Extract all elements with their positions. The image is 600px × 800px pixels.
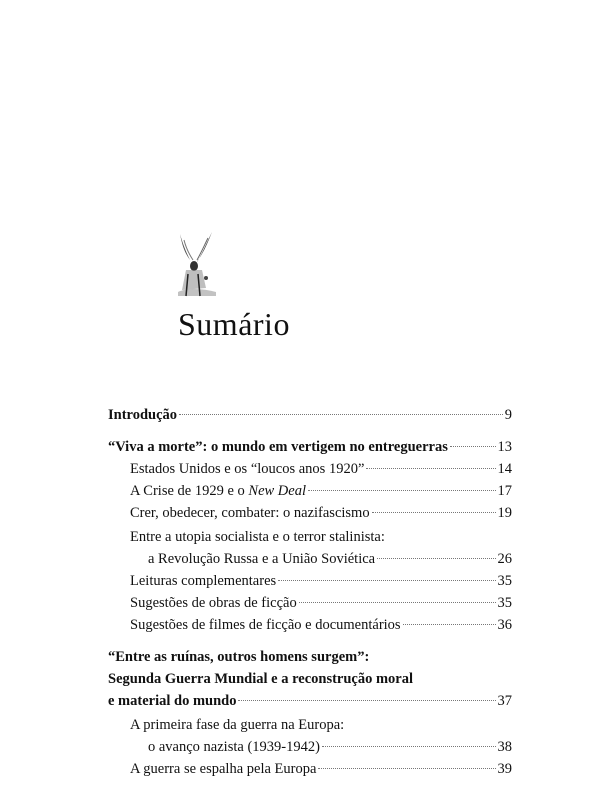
toc-entry[interactable] <box>108 570 512 592</box>
toc-page-number: 35 <box>497 595 512 611</box>
toc-label: Leituras complementares <box>130 573 277 589</box>
toc-entry[interactable] <box>108 502 512 524</box>
dot-leader <box>179 414 503 415</box>
toc-label: Sugestões de filmes de ficção e documentários <box>130 617 401 633</box>
toc-entry[interactable] <box>108 548 512 570</box>
toc-entry[interactable] <box>108 758 512 780</box>
toc-page-number: 37 <box>497 693 512 709</box>
toc-chapter-title-line[interactable]: Segunda Guerra Mundial e a reconstrução moral <box>108 671 414 687</box>
toc-page-number: 19 <box>497 505 512 521</box>
toc-page-number: 9 <box>504 407 512 423</box>
toc-entry-line[interactable]: Entre a utopia socialista e o terror stalinista: <box>130 529 385 545</box>
toc-label-part: A Crise de 1929 e o <box>130 483 249 499</box>
dot-leader <box>372 512 496 513</box>
toc-page-number: 36 <box>497 617 512 633</box>
dot-leader <box>238 700 495 701</box>
toc-label <box>130 480 306 502</box>
toc-entry[interactable] <box>108 614 512 636</box>
toc-chapter-title: “Viva a morte”: o mundo em vertigem no entreguerras <box>108 439 448 455</box>
page-title: Sumário <box>178 306 290 342</box>
toc-chapter-2[interactable] <box>108 690 512 712</box>
dot-leader <box>403 624 496 625</box>
toc-label-italic: New Deal <box>248 483 306 499</box>
dot-leader <box>278 580 495 581</box>
toc-label: o avanço nazista (1939-1942) <box>148 739 320 755</box>
toc-chapter-title-line[interactable]: “Entre as ruínas, outros homens surgem”: <box>108 649 370 665</box>
toc-entry[interactable] <box>108 736 512 758</box>
toc-page-number: 13 <box>497 439 512 455</box>
toc-page-number: 38 <box>497 739 512 755</box>
toc-entry[interactable] <box>108 458 512 480</box>
toc-page-number: 14 <box>497 461 512 477</box>
winged-figure-illustration <box>172 230 220 302</box>
table-of-contents <box>108 404 512 780</box>
toc-label: Introdução <box>108 407 178 423</box>
dot-leader <box>322 746 496 747</box>
toc-entry-line[interactable]: A primeira fase da guerra na Europa: <box>130 717 345 733</box>
toc-page-number: 17 <box>497 483 512 499</box>
toc-entry-introducao[interactable] <box>108 404 512 426</box>
toc-page-number: 35 <box>497 573 512 589</box>
toc-label: Sugestões de obras de ficção <box>130 595 297 611</box>
toc-entry[interactable] <box>108 592 512 614</box>
toc-chapter-1[interactable] <box>108 436 512 458</box>
toc-page-number: 26 <box>497 551 512 567</box>
dot-leader <box>450 446 496 447</box>
toc-page-number: 39 <box>497 761 512 777</box>
toc-label: A guerra se espalha pela Europa <box>130 761 317 777</box>
dot-leader <box>366 468 495 469</box>
dot-leader <box>308 490 496 491</box>
toc-entry[interactable] <box>108 480 512 502</box>
toc-chapter-title-line: e material do mundo <box>108 693 237 709</box>
toc-label: Estados Unidos e os “loucos anos 1920” <box>130 461 365 477</box>
dot-leader <box>377 558 495 559</box>
toc-label: Crer, obedecer, combater: o nazifascismo <box>130 505 370 521</box>
toc-label: a Revolução Russa e a União Soviética <box>148 551 376 567</box>
dot-leader <box>318 768 495 769</box>
dot-leader <box>299 602 496 603</box>
